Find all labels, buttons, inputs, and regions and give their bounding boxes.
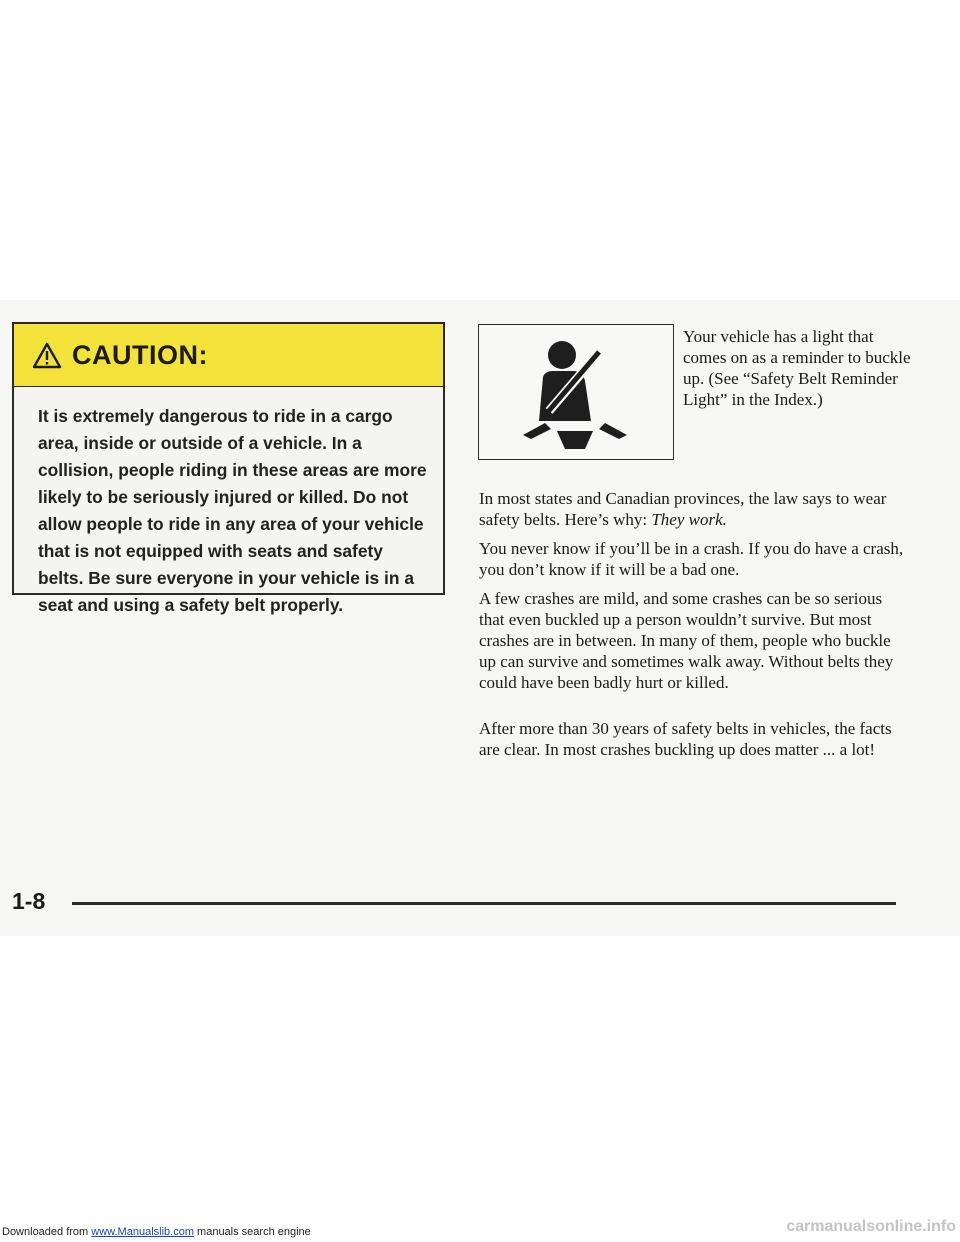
- caution-box: [12, 322, 445, 615]
- watermark: carmanualsonline.info: [786, 1218, 956, 1235]
- paragraph-law: [479, 488, 909, 530]
- footer-suffix: manuals search engine: [193, 1226, 311, 1238]
- belt-reminder-text: Your vehicle has a light that comes on as a reminder to buckle up. (See “Safety Belt Reminder Light” in the Index.): [683, 327, 911, 409]
- warning-triangle-icon: [32, 342, 62, 369]
- paragraph-mild-crashes: A few crashes are mild, and some crashes can be so serious that even buckled up a person wouldn’t survive. But most crashes are in between. In many of them, people who buckle up can survive and sometimes walk away. Without belts they could have been badly hurt or killed.: [479, 589, 894, 692]
- download-footer: [2, 1226, 311, 1238]
- footer-rule: [72, 902, 896, 905]
- seatbelt-icon: [478, 324, 674, 460]
- paragraph-crash: You never know if you’ll be in a crash. If you do have a crash, you don’t know if it will be a bad one.: [479, 539, 904, 579]
- page-number: 1-8: [12, 888, 46, 914]
- caution-header: [14, 324, 443, 387]
- paragraph-facts: After more than 30 years of safety belts in vehicles, the facts are clear. In most crashes buckling up does matter ... a lot!: [479, 719, 892, 759]
- paragraph-law-emphasis: They work.: [651, 510, 727, 529]
- paragraph-law-text: In most states and Canadian provinces, the law says to wear safety belts. Here’s why:: [479, 489, 887, 529]
- caution-text: It is extremely dangerous to ride in a cargo area, inside or outside of a vehicle. In a collision, people riding in these areas are more likely to be seriously injured or killed. Do not allow people to ride in any area of your vehicle that is not equipped with seats and safety belts. Be sure everyone in your vehicle is in a seat and using a safety belt properly.: [38, 406, 427, 615]
- caution-title: CAUTION:: [72, 339, 208, 370]
- footer-prefix: Downloaded from: [2, 1226, 92, 1238]
- manualslib-link[interactable]: www.Manualslib.com: [91, 1226, 194, 1238]
